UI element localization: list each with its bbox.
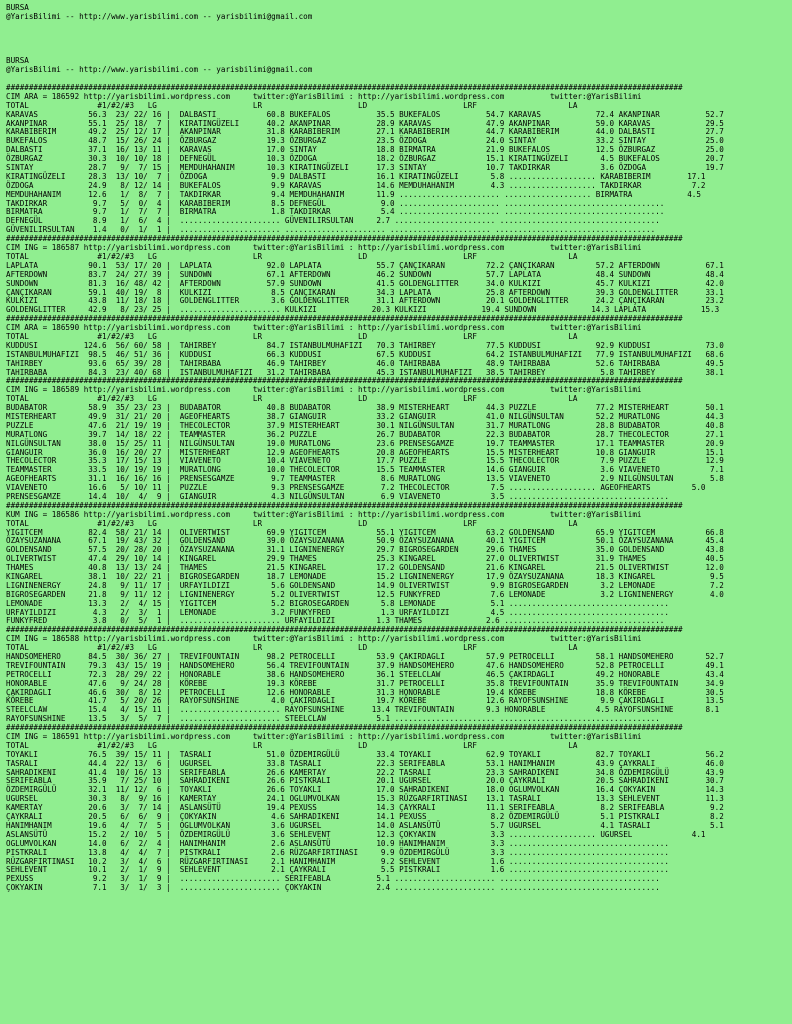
- race-row: MISTERHEART 49.9 31/ 21/ 20 | AGEOFHEARTS 38.7 GIANGUIR 33.2 GIANGUIR 41.0 NILGÜNSULTAN 52.2 MURATLONG 44.3: [6, 411, 724, 421]
- race-row: TAHIRBABA 84.3 23/ 40/ 68 | ISTANBULMUHAFIZI 31.2 TAHIRBABA 45.3 ISTANBULMUHAFIZI 38.5 TAHIRBEY 5.8 TAHIRBEY 38.1: [6, 367, 724, 377]
- race-row: SINTAY 28.7 9/ 7/ 15 | MEMDUHAHANIM 10.3 KIRATINGÜZELI 17.3 SINTAY 10.7 TAKDIRKAR 3.6 ÖZDOGA 19.7: [6, 163, 724, 173]
- race-row: KARAVAS 56.3 23/ 22/ 16 | DALBASTI 60.8 BUKEFALOS 35.5 BUKEFALOS 54.7 KARAVAS 72.4 AKANPINAR 52.7: [6, 109, 724, 119]
- race-row: YIGITCEM 82.4 58/ 21/ 14 | OLIVERTWIST 69.9 YIGITCEM 55.1 YIGITCEM 63.2 GOLDENSAND 65.9 YIGITCEM 66.8: [6, 527, 724, 537]
- race-row: VIAVENETO 16.6 5/ 10/ 11 | PUZZLE 9.3 PRENSESGAMZE 7.2 THECOLECTOR 7.5 ................... AGEOFHEARTS 5.0: [6, 483, 706, 493]
- separator-line: ####################################################################################################################################################: [6, 314, 683, 324]
- race-row: LIGNINENERGY 24.8 9/ 11/ 17 | URFAYILDIZI 5.6 GOLDENSAND 14.9 OLIVERTWIST 9.9 BIGROSEGARDEN 3.2 LEMONADE 7.2: [6, 580, 724, 590]
- race-row: GOLDENSAND 57.5 20/ 28/ 20 | ÖZAYSUZANANA 31.1 LIGNINENERGY 29.7 BIGROSEGARDEN 29.6 THAMES 35.0 GOLDENSAND 43.8: [6, 545, 724, 555]
- race-header: CIM ING = 186589 http://yarisbilimi.wordpress.com twitter:@YarisBilimi : http://yarisbilimi.wordpress.com twitter:@YarisBilimi: [6, 385, 642, 395]
- race-row: RAYOFSUNSHINE 13.5 3/ 5/ 7 | ...................... STEELCLAW 5.1 ...................... ...................................: [6, 714, 660, 724]
- race-row: ÖZDOGA 24.9 8/ 12/ 14 | BUKEFALOS 9.9 KARAVAS 14.6 MEMDUHAHANIM 4.3 ................... TAKDIRKAR 7.2: [6, 180, 706, 190]
- race-row: OGLUMVOLKAN 14.0 6/ 2/ 4 | HANIMHANIM 2.6 ASLANSÜTÜ 10.9 HANIMHANIM 3.3 ...................................: [6, 838, 669, 848]
- race-row: ASLANSÜTÜ 15.2 2/ 10/ 5 | ÖZDEMIRGÜLÜ 3.6 SEHLEVENT 12.3 ÇOKYAKIN 3.3 ................... UGURSEL 4.1: [6, 829, 706, 839]
- race-row: BIGROSEGARDEN 21.8 9/ 11/ 12 | LIGNINENERGY 5.2 OLIVERTWIST 12.5 FUNKYFRED 7.6 LEMONADE 3.2 LIGNINENERGY 4.0: [6, 589, 724, 599]
- race-header: CIM ING = 186588 http://yarisbilimi.wordpress.com twitter:@YarisBilimi : http://yarisbilimi.wordpress.com twitter:@YarisBilimi: [6, 634, 642, 644]
- race-row: UGURSEL 30.3 8/ 9/ 16 | KAMERTAY 24.1 OGLUMVOLKAN 15.3 RÜZGARFIRTINASI 13.1 TASRALI 13.3 SEHLEVENT 11.3: [6, 794, 724, 804]
- column-header: TOTAL #1/#2/#3 LG LR LD LRF LA: [6, 251, 578, 261]
- repeat-city-title: BURSA: [6, 56, 29, 66]
- race-row: TREVIFOUNTAIN 79.3 43/ 15/ 19 | HANDSOMEHERO 56.4 TREVIFOUNTAIN 37.9 HANDSOMEHERO 47.6 HANDSOMEHERO 52.8 PETROCELLI 49.1: [6, 660, 724, 670]
- race-row: STEELCLAW 15.4 4/ 15/ 11 | ...................... RAYOFSUNSHINE 13.4 TREVIFOUNTAIN 9.3 HONORABLE 4.5 RAYOFSUNSHINE 8.1: [6, 705, 720, 715]
- column-header: TOTAL #1/#2/#3 LG LR LD LRF LA: [6, 518, 578, 528]
- race-row: TEAMMASTER 33.5 10/ 19/ 19 | MURATLONG 10.0 THECOLECTOR 15.5 TEAMMASTER 14.6 GIANGUIR 3.6 VIAVENETO 7.1: [6, 465, 724, 475]
- race-row: KAMERTAY 20.6 3/ 7/ 14 | ASLANSÜTÜ 19.4 PEXUSS 14.3 ÇAYKRALI 11.1 SERIFEABLA 8.2 SERIFEABLA 9.2: [6, 803, 724, 813]
- column-header: TOTAL #1/#2/#3 LG LR LD LRF LA: [6, 331, 578, 341]
- separator-line: ####################################################################################################################################################: [6, 500, 683, 510]
- spacer: [6, 48, 790, 57]
- race-row: AGEOFHEARTS 31.1 16/ 16/ 16 | PRENSESGAMZE 9.7 TEAMMASTER 8.6 MURATLONG 13.5 VIAVENETO 2.9 NILGÜNSULTAN 5.8: [6, 474, 724, 484]
- race-row: AFTERDOWN 83.7 24/ 27/ 39 | SUNDOWN 67.1 AFTERDOWN 46.2 SUNDOWN 57.7 LAPLATA 48.4 SUNDOWN 48.4: [6, 269, 724, 279]
- race-row: SEHLEVENT 10.1 2/ 1/ 9 | SEHLEVENT 2.1 ÇAYKRALI 5.5 PISTKRALI 1.6 ...................................: [6, 865, 669, 875]
- race-row: ÖZDEMIRGÜLÜ 32.1 11/ 12/ 6 | TOYAKLI 26.6 TOYAKLI 17.0 SAHRADIKENI 18.0 OGLUMVOLKAN 16.4 ÇOKYAKIN 14.3: [6, 785, 724, 795]
- race-row: ÖZAYSUZANANA 67.1 19/ 43/ 32 | GOLDENSAND 39.0 ÖZAYSUZANANA 50.9 ÖZAYSUZANANA 40.1 YIGITCEM 50.1 ÖZAYSUZANANA 45.4: [6, 536, 724, 546]
- column-header: TOTAL #1/#2/#3 LG LR LD LRF LA: [6, 394, 578, 404]
- race-row: ÇANÇIKARAN 59.1 40/ 19/ 8 | KULKIZI 8.5 ÇANÇIKARAN 34.3 LAPLATA 25.8 AFTERDOWN 39.3 GOLDENGLITTER 33.1: [6, 287, 724, 297]
- repeat-credit-line: @YarisBilimi -- http://www.yarisbilimi.com -- yarisbilimi@gmail.com: [6, 65, 313, 75]
- race-row: GIANGUIR 36.0 16/ 20/ 27 | MISTERHEART 12.9 AGEOFHEARTS 20.8 AGEOFHEARTS 15.5 MISTERHEART 10.8 GIANGUIR 15.1: [6, 447, 724, 457]
- race-row: KULKIZI 43.8 11/ 18/ 18 | GOLDENGLITTER 3.6 GOLDENGLITTER 31.1 AFTERDOWN 20.1 GOLDENGLITTER 24.2 ÇANÇIKARAN 23.2: [6, 296, 724, 306]
- race-report-document: [6, 4, 790, 893]
- separator-line: ####################################################################################################################################################: [6, 723, 683, 733]
- race-row: LAPLATA 90.1 53/ 17/ 20 | LAPLATA 92.0 LAPLATA 55.7 ÇANÇIKARAN 72.2 ÇANÇIKARAN 57.2 AFTERDOWN 67.1: [6, 260, 724, 270]
- spacer: [6, 31, 790, 40]
- credit-line: @YarisBilimi -- http://www.yarisbilimi.com -- yarisbilimi@gmail.com: [6, 11, 313, 21]
- race-row: HONORABLE 47.6 9/ 24/ 28 | KÖREBE 19.3 KÖREBE 31.7 PETROCELLI 35.8 TREVIFOUNTAIN 35.9 TREVIFOUNTAIN 34.9: [6, 678, 724, 688]
- race-row: MURATLONG 39.7 14/ 18/ 22 | TEAMMASTER 36.2 PUZZLE 26.7 BUDABATOR 22.3 BUDABATOR 28.7 THECOLECTOR 27.1: [6, 429, 724, 439]
- race-row: TOYAKLI 76.5 39/ 15/ 11 | TASRALI 51.0 ÖZDEMIRGÜLÜ 33.4 TOYAKLI 62.9 TOYAKLI 82.7 TOYAKLI 56.2: [6, 749, 724, 759]
- race-row: BIRMATRA 9.7 1/ 7/ 7 | BIRMATRA 1.8 TAKDIRKAR 5.4 ...................... ...................................: [6, 207, 665, 217]
- race-row: OLIVERTWIST 47.4 29/ 10/ 14 | KINGAREL 29.9 THAMES 25.3 KINGAREL 27.0 OLIVERTWIST 31.9 THAMES 40.5: [6, 554, 724, 564]
- race-row: TASRALI 44.4 22/ 13/ 6 | UGURSEL 33.8 TASRALI 22.3 SERIFEABLA 53.1 HANIMHANIM 43.9 ÇAYKRALI 46.0: [6, 758, 724, 768]
- race-row: ÖZBURGAZ 30.3 10/ 10/ 18 | DEFNEGÜL 10.3 ÖZDOGA 18.2 ÖZBURGAZ 15.1 KIRATINGÜZELI 4.5 BUKEFALOS 20.7: [6, 154, 724, 164]
- race-row: GÜVENILIRSULTAN 1.4 0/ 1/ 1 | ...................... ...................... ...................... ...................................: [6, 225, 656, 235]
- race-row: BUKEFALOS 48.7 15/ 26/ 24 | ÖZBURGAZ 19.3 ÖZBURGAZ 23.5 ÖZDOGA 24.0 SINTAY 33.2 SINTAY 25.0: [6, 136, 724, 146]
- race-row: GOLDENGLITTER 42.9 8/ 23/ 25 | ...................... KULKIZI 20.3 KULKIZI 19.4 SUNDOWN 14.3 LAPLATA 15.3: [6, 305, 720, 315]
- race-row: SUNDOWN 81.3 16/ 48/ 42 | AFTERDOWN 57.9 SUNDOWN 41.5 GOLDENGLITTER 34.0 KULKIZI 45.7 KULKIZI 42.0: [6, 278, 724, 288]
- race-row: AKANPINAR 55.1 25/ 18/ 7 | KIRATINGÜZELI 40.2 AKANPINAR 28.9 KARAVAS 47.9 AKANPINAR 59.0 KARAVAS 29.5: [6, 118, 724, 128]
- race-row: PUZZLE 47.6 21/ 19/ 19 | THECOLECTOR 37.9 MISTERHEART 30.1 NILGÜNSULTAN 31.7 MURATLONG 28.8 BUDABATOR 40.8: [6, 420, 724, 430]
- race-header: CIM ING = 186587 http://yarisbilimi.wordpress.com twitter:@YarisBilimi : http://yarisbilimi.wordpress.com twitter:@YarisBilimi: [6, 243, 642, 253]
- race-row: KÖREBE 41.7 5/ 20/ 26 | RAYOFSUNSHINE 4.0 ÇAKIRDAGLI 19.7 KÖREBE 12.6 RAYOFSUNSHINE 9.9 ÇAKIRDAGLI 13.5: [6, 696, 724, 706]
- race-row: HANDSOMEHERO 84.5 30/ 36/ 27 | TREVIFOUNTAIN 98.2 PETROCELLI 53.9 ÇAKIRDAGLI 57.9 PETROCELLI 58.1 HANDSOMEHERO 52.7: [6, 652, 724, 662]
- race-row: RÜZGARFIRTINASI 10.2 3/ 4/ 6 | RÜZGARFIRTINASI 2.1 HANIMHANIM 9.2 SEHLEVENT 1.6 ...................................: [6, 856, 669, 866]
- race-row: FUNKYFRED 3.8 0/ 5/ 1 | ...................... URFAYILDIZI 1.3 THAMES 2.6 ...................................: [6, 616, 665, 626]
- race-row: ÇAYKRALI 20.5 6/ 6/ 9 | ÇOKYAKIN 4.6 SAHRADIKENI 14.1 PEXUSS 8.2 ÖZDEMIRGÜLÜ 5.1 PISTKRALI 8.2: [6, 812, 724, 822]
- spacer: [6, 40, 790, 49]
- separator-line: ####################################################################################################################################################: [6, 234, 683, 244]
- city-title: BURSA: [6, 3, 29, 12]
- race-row: ÇAKIRDAGLI 46.6 30/ 8/ 12 | PETROCELLI 12.6 HONORABLE 31.3 HONORABLE 19.4 KÖREBE 18.8 KÖREBE 30.5: [6, 687, 724, 697]
- race-row: KUDDUSI 124.6 56/ 60/ 58 | TAHIRBEY 84.7 ISTANBULMUHAFIZI 70.3 TAHIRBEY 77.5 KUDDUSI 92.9 KUDDUSI 73.0: [6, 340, 724, 350]
- spacer: [6, 22, 790, 31]
- race-row: BUDABATOR 58.9 35/ 23/ 23 | BUDABATOR 40.8 BUDABATOR 38.9 MISTERHEART 44.3 PUZZLE 77.2 MISTERHEART 50.1: [6, 403, 724, 413]
- race-row: MEMDUHAHANIM 12.6 1/ 8/ 7 | TAKDIRKAR 9.4 MEMDUHAHANIM 11.9 ...................... ................... BIRMATRA 4.5: [6, 189, 701, 199]
- race-row: LEMONADE 13.3 2/ 4/ 15 | YIGITCEM 5.2 BIGROSEGARDEN 5.8 LEMONADE 5.1 ...................................: [6, 598, 669, 608]
- race-header: CIM ARA = 186590 http://yarisbilimi.wordpress.com twitter:@YarisBilimi : http://yarisbilimi.wordpress.com twitter:@YarisBilimi: [6, 323, 642, 333]
- race-row: KIRATINGÜZELI 28.3 13/ 10/ 7 | ÖZDOGA 9.9 DALBASTI 16.1 KIRATINGÜZELI 5.8 ................... KARABIBERIM 17.1: [6, 171, 706, 181]
- race-row: THECOLECTOR 35.3 17/ 15/ 13 | VIAVENETO 10.4 VIAVENETO 17.7 PUZZLE 15.5 THECOLECTOR 7.9 PUZZLE 12.9: [6, 456, 724, 466]
- race-row: URFAYILDIZI 4.3 2/ 3/ 1 | LEMONADE 3.2 FUNKYFRED 1.3 URFAYILDIZI 4.5 ...................................: [6, 607, 669, 617]
- race-row: TAHIRBEY 93.6 65/ 39/ 28 | TAHIRBABA 46.9 TAHIRBEY 46.0 TAHIRBABA 48.9 TAHIRBABA 52.6 TAHIRBABA 49.5: [6, 358, 724, 368]
- race-row: NILGÜNSULTAN 38.0 15/ 25/ 11 | NILGÜNSULTAN 19.0 MURATLONG 23.6 PRENSESGAMZE 19.7 TEAMMASTER 17.1 TEAMMASTER 20.9: [6, 438, 724, 448]
- race-row: HANIMHANIM 19.6 4/ 7/ 5 | OGLUMVOLKAN 3.6 UGURSEL 14.0 ASLANSÜTÜ 5.7 UGURSEL 4.1 TASRALI 5.1: [6, 820, 724, 830]
- separator-line: ####################################################################################################################################################: [6, 625, 683, 635]
- race-row: ISTANBULMUHAFIZI 98.5 46/ 51/ 36 | KUDDUSI 66.3 KUDDUSI 67.5 KUDDUSI 64.2 ISTANBULMUHAFIZI 77.9 ISTANBULMUHAFIZI 68.6: [6, 349, 724, 359]
- race-row: SAHRADIKENI 41.4 10/ 16/ 13 | SERIFEABLA 26.6 KAMERTAY 22.2 TASRALI 23.3 SAHRADIKENI 34.8 ÖZDEMIRGÜLÜ 43.9: [6, 767, 724, 777]
- race-row: KINGAREL 38.1 10/ 22/ 21 | BIGROSEGARDEN 18.7 LEMONADE 15.2 LIGNINENERGY 17.9 ÖZAYSUZANANA 18.3 KINGAREL 9.5: [6, 572, 724, 581]
- race-header: KUM ING = 186586 http://yarisbilimi.wordpress.com twitter:@YarisBilimi : http://yarisbilimi.wordpress.com twitter:@YarisBilimi: [6, 509, 642, 519]
- race-row: TAKDIRKAR 9.7 5/ 0/ 4 | KARABIBERIM 8.5 DEFNEGÜL 9.0 ...................... ...................................: [6, 198, 665, 208]
- race-row: PRENSESGAMZE 14.4 10/ 4/ 9 | GIANGUIR 4.3 NILGÜNSULTAN 6.9 VIAVENETO 3.5 ...................................: [6, 491, 669, 501]
- race-row: THAMES 40.8 13/ 13/ 24 | THAMES 21.5 KINGAREL 17.2 GOLDENSAND 21.6 KINGAREL 21.5 OLIVERTWIST 12.0: [6, 563, 724, 573]
- race-row: SERIFEABLA 35.9 7/ 25/ 10 | SAHRADIKENI 26.6 PISTKRALI 20.1 UGURSEL 20.0 ÇAYKRALI 20.5 SAHRADIKENI 30.7: [6, 776, 724, 786]
- race-row: DEFNEGÜL 8.9 1/ 6/ 4 | ...................... GÜVENILIRSULTAN 2.7 ...................... ...................................: [6, 216, 660, 226]
- race-header: CIM ING = 186591 http://yarisbilimi.wordpress.com twitter:@YarisBilimi : http://yarisbilimi.wordpress.com twitter:@YarisBilimi: [6, 732, 642, 742]
- column-header: TOTAL #1/#2/#3 LG LR LD LRF LA: [6, 740, 578, 750]
- column-header: TOTAL #1/#2/#3 LG LR LD LRF LA: [6, 643, 578, 653]
- race-row: PISTKRALI 13.8 4/ 4/ 7 | PISTKRALI 2.6 RÜZGARFIRTINASI 9.9 ÖZDEMIRGÜLÜ 3.3 ...................................: [6, 847, 669, 857]
- race-row: DALBASTI 37.1 16/ 13/ 11 | KARAVAS 17.0 SINTAY 18.8 BIRMATRA 21.9 BUKEFALOS 12.5 ÖZBURGAZ 25.0: [6, 145, 724, 155]
- race-row: KARABIBERIM 49.2 25/ 12/ 17 | AKANPINAR 31.8 KARABIBERIM 27.1 KARABIBERIM 44.7 KARABIBERIM 44.0 DALBASTI 27.7: [6, 127, 724, 137]
- separator-line: ####################################################################################################################################################: [6, 83, 683, 93]
- race-header: CIM ARA = 186592 http://yarisbilimi.wordpress.com twitter:@YarisBilimi : http://yarisbilimi.wordpress.com twitter:@YarisBilimi: [6, 91, 642, 101]
- column-header: TOTAL #1/#2/#3 LG LR LD LRF LA: [6, 100, 578, 110]
- race-row: PEXUSS 9.2 3/ 1/ 9 | ...................... SERIFEABLA 5.1 ...................... ...................................: [6, 874, 660, 884]
- report-lines: [6, 84, 790, 893]
- race-row: ÇOKYAKIN 7.1 3/ 1/ 3 | ...................... ÇOKYAKIN 2.4 ...................... ...................................: [6, 883, 660, 893]
- separator-line: ####################################################################################################################################################: [6, 376, 683, 386]
- race-row: PETROCELLI 72.3 28/ 29/ 22 | HONORABLE 38.6 HANDSOMEHERO 36.1 STEELCLAW 46.5 ÇAKIRDAGLI 49.2 HONORABLE 43.4: [6, 669, 724, 679]
